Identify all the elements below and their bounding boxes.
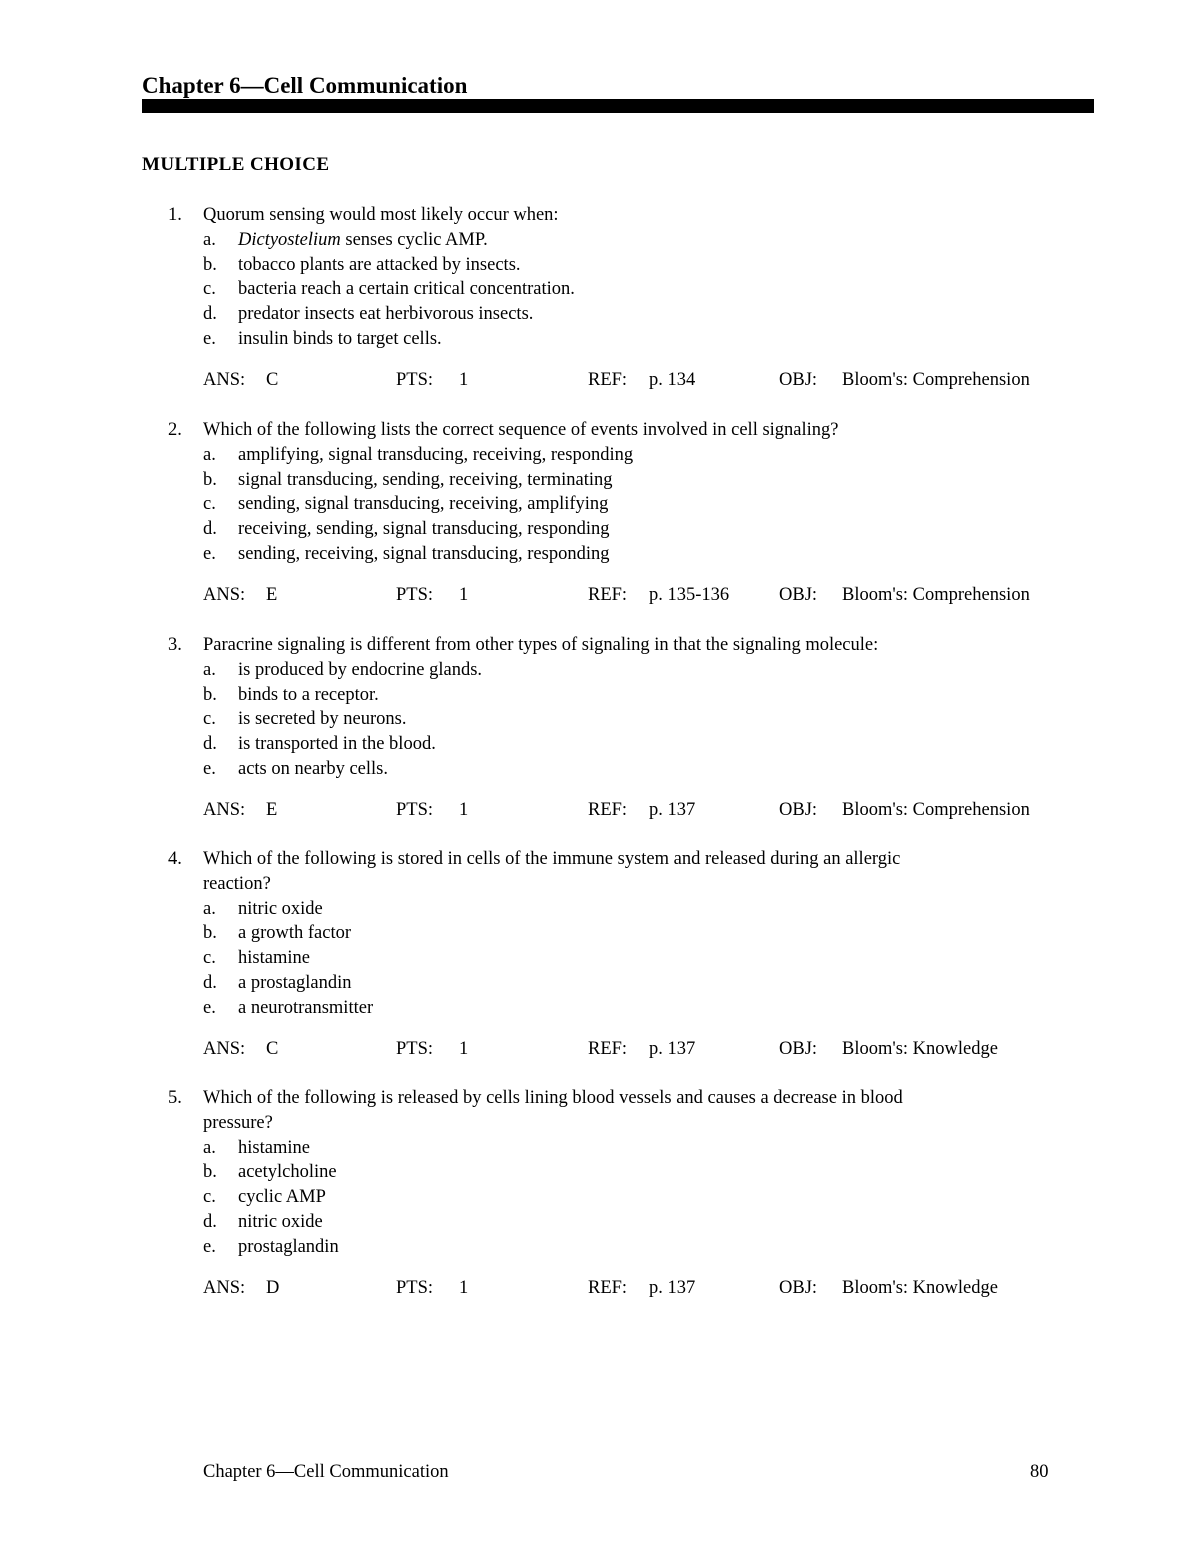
choice-letter: e. <box>203 543 216 564</box>
footer-title: Chapter 6—Cell Communication <box>203 1462 449 1482</box>
answer-choice <box>203 327 1063 352</box>
choice-letter: e. <box>203 328 216 349</box>
obj-value: Bloom's: Knowledge <box>842 1038 998 1059</box>
choice-text-content: prostaglandin <box>238 1236 339 1257</box>
choice-text-content: sending, signal transducing, receiving, amplifying <box>238 494 609 515</box>
choice-letter: b. <box>203 254 217 275</box>
choice-text-content: acts on nearby cells. <box>238 758 388 779</box>
answer-meta <box>203 1037 1063 1062</box>
pts-value: 1 <box>459 1277 469 1298</box>
answer-choice <box>203 228 1063 253</box>
choice-text-content: a growth factor <box>238 923 352 944</box>
choice-text <box>238 757 388 782</box>
question-number: 2. <box>168 420 182 440</box>
ans-value: E <box>266 584 278 605</box>
choice-text-content: a neurotransmitter <box>238 997 374 1018</box>
choice-text <box>238 468 613 493</box>
choice-text-content: nitric oxide <box>238 898 323 919</box>
ref-value: p. 137 <box>649 1277 696 1298</box>
answer-choice <box>203 302 1063 327</box>
choice-letter: b. <box>203 684 217 705</box>
answer-choice <box>203 683 1063 708</box>
pts-value: 1 <box>459 369 469 390</box>
ans-label: ANS: <box>203 799 246 820</box>
question-body <box>203 1086 1063 1300</box>
answer-choice <box>203 1210 1063 1235</box>
question-number: 3. <box>168 635 182 655</box>
choice-text <box>238 443 633 468</box>
choice-text-content: predator insects eat herbivorous insects. <box>238 304 534 325</box>
choice-letter: d. <box>203 1211 217 1232</box>
choice-letter: b. <box>203 1162 217 1183</box>
choice-letter: c. <box>203 494 216 515</box>
question-stem-line: Which of the following lists the correct sequence of events involved in cell signaling? <box>203 420 839 440</box>
answer-choice <box>203 921 1063 946</box>
choice-text <box>238 1160 337 1185</box>
question-stem-line: Quorum sensing would most likely occur when: <box>203 205 559 225</box>
answer-choice <box>203 1185 1063 1210</box>
choice-text <box>238 517 609 542</box>
answer-choice <box>203 443 1063 468</box>
ref-label: REF: <box>588 584 628 605</box>
obj-value: Bloom's: Comprehension <box>842 584 1030 605</box>
answer-choice <box>203 542 1063 567</box>
answer-choice <box>203 658 1063 683</box>
choice-letter: a. <box>203 1137 216 1158</box>
choice-text <box>238 1210 323 1235</box>
ans-label: ANS: <box>203 584 246 605</box>
choice-text <box>238 542 609 567</box>
choice-text-content: is produced by endocrine glands. <box>238 659 483 680</box>
choice-text-content: senses cyclic AMP. <box>340 229 488 250</box>
ans-label: ANS: <box>203 1038 246 1059</box>
choice-text <box>238 277 575 302</box>
pts-value: 1 <box>459 1038 469 1059</box>
question-stem-line: pressure? <box>203 1112 273 1133</box>
answer-choice <box>203 707 1063 732</box>
ref-label: REF: <box>588 369 628 390</box>
choice-text <box>238 732 436 757</box>
pts-label: PTS: <box>396 1277 434 1298</box>
choice-letter: b. <box>203 923 217 944</box>
choice-text <box>238 707 407 732</box>
answer-choice <box>203 996 1063 1021</box>
answer-choice <box>203 732 1063 757</box>
choice-text <box>238 327 442 352</box>
ans-value: E <box>266 799 278 820</box>
answer-choice <box>203 468 1063 493</box>
ans-value: C <box>266 369 279 390</box>
question-number: 5. <box>168 1088 182 1108</box>
choice-text-content: is secreted by neurons. <box>238 709 407 730</box>
choice-text-content: amplifying, signal transducing, receiving, responding <box>238 444 634 465</box>
answer-meta <box>203 1276 1063 1301</box>
choice-text-content: insulin binds to target cells. <box>238 328 442 349</box>
choice-text-content: sending, receiving, signal transducing, responding <box>238 543 610 564</box>
answer-meta <box>203 798 1063 823</box>
ref-label: REF: <box>588 1277 628 1298</box>
choice-letter: a. <box>203 898 216 919</box>
ans-label: ANS: <box>203 1277 246 1298</box>
question-body <box>203 418 1063 608</box>
choice-letter: a. <box>203 229 216 250</box>
answer-meta <box>203 368 1063 393</box>
ref-value: p. 134 <box>649 369 696 390</box>
ref-value: p. 135-136 <box>649 584 730 605</box>
choice-text <box>238 971 352 996</box>
choice-text <box>238 996 373 1021</box>
question-body <box>203 203 1063 393</box>
choice-text-content: signal transducing, sending, receiving, terminating <box>238 469 613 490</box>
choice-text <box>238 897 323 922</box>
answer-choice <box>203 897 1063 922</box>
answer-meta <box>203 583 1063 608</box>
choice-letter: c. <box>203 279 216 300</box>
chapter-title: Chapter 6—Cell Communication <box>142 73 468 98</box>
obj-label: OBJ: <box>779 369 818 390</box>
ans-label: ANS: <box>203 369 246 390</box>
choice-letter: d. <box>203 519 217 540</box>
choice-text <box>238 1235 339 1260</box>
choice-italic-term: Dictyostelium <box>238 229 341 250</box>
ref-value: p. 137 <box>649 799 696 820</box>
choice-text <box>238 253 521 278</box>
choice-letter: c. <box>203 948 216 969</box>
choice-letter: b. <box>203 469 217 490</box>
footer-page-number: 80 <box>1030 1462 1049 1482</box>
answer-choice <box>203 946 1063 971</box>
pts-label: PTS: <box>396 369 434 390</box>
question-stem <box>203 1086 1063 1136</box>
obj-value: Bloom's: Comprehension <box>842 799 1030 820</box>
choice-text <box>238 1136 310 1161</box>
pts-label: PTS: <box>396 1038 434 1059</box>
choice-letter: d. <box>203 304 217 325</box>
answer-choice <box>203 517 1063 542</box>
obj-label: OBJ: <box>779 1038 818 1059</box>
answer-choice <box>203 757 1063 782</box>
question-number: 1. <box>168 205 182 225</box>
answer-choice <box>203 971 1063 996</box>
choice-letter: c. <box>203 1187 216 1208</box>
obj-label: OBJ: <box>779 799 818 820</box>
choice-text <box>238 658 482 683</box>
answer-choice <box>203 277 1063 302</box>
choice-text-content: a prostaglandin <box>238 972 352 993</box>
question-body <box>203 633 1063 823</box>
ref-label: REF: <box>588 799 628 820</box>
obj-value: Bloom's: Knowledge <box>842 1277 998 1298</box>
choice-text-content: bacteria reach a certain critical concentration. <box>238 279 575 300</box>
question-stem-line: Paracrine signaling is different from other types of signaling in that the signaling molecule: <box>203 635 879 655</box>
choice-text-content: histamine <box>238 1137 310 1158</box>
answer-choice <box>203 1136 1063 1161</box>
answer-choice <box>203 253 1063 278</box>
choice-text <box>238 946 310 971</box>
choice-letter: e. <box>203 1236 216 1257</box>
choice-letter: d. <box>203 734 217 755</box>
obj-label: OBJ: <box>779 1277 818 1298</box>
pts-label: PTS: <box>396 799 434 820</box>
question-stem-line: reaction? <box>203 873 271 894</box>
choice-text-content: tobacco plants are attacked by insects. <box>238 254 521 275</box>
section-heading: MULTIPLE CHOICE <box>142 154 330 175</box>
question-body <box>203 847 1063 1061</box>
ans-value: D <box>266 1277 280 1298</box>
question-stem <box>203 847 1063 897</box>
question-stem <box>203 633 1063 658</box>
ref-value: p. 137 <box>649 1038 696 1059</box>
choice-text <box>238 228 488 253</box>
pts-value: 1 <box>459 799 469 820</box>
question-stem-line: Which of the following is released by cells lining blood vessels and causes a decrease in blood <box>203 1088 903 1108</box>
obj-label: OBJ: <box>779 584 818 605</box>
choice-text-content: cyclic AMP <box>238 1187 326 1208</box>
choice-text <box>238 492 608 517</box>
choice-text-content: nitric oxide <box>238 1211 323 1232</box>
choice-letter: a. <box>203 444 216 465</box>
answer-choice <box>203 1160 1063 1185</box>
ans-value: C <box>266 1038 279 1059</box>
choice-text-content: is transported in the blood. <box>238 734 436 755</box>
question-stem <box>203 418 1063 443</box>
obj-value: Bloom's: Comprehension <box>842 369 1030 390</box>
choice-letter: d. <box>203 972 217 993</box>
ref-label: REF: <box>588 1038 628 1059</box>
answer-choice <box>203 1235 1063 1260</box>
choice-letter: c. <box>203 709 216 730</box>
pts-value: 1 <box>459 584 469 605</box>
choice-text-content: histamine <box>238 948 310 969</box>
answer-choice <box>203 492 1063 517</box>
choice-text <box>238 921 351 946</box>
choice-text <box>238 1185 326 1210</box>
choice-text-content: acetylcholine <box>238 1162 337 1183</box>
choice-letter: a. <box>203 659 216 680</box>
choice-text-content: receiving, sending, signal transducing, responding <box>238 519 610 540</box>
question-number: 4. <box>168 849 182 869</box>
pts-label: PTS: <box>396 584 434 605</box>
choice-letter: e. <box>203 997 216 1018</box>
question-stem-line: Which of the following is stored in cells of the immune system and released during an allergic <box>203 849 901 869</box>
choice-text <box>238 683 379 708</box>
choice-text-content: binds to a receptor. <box>238 684 379 705</box>
choice-letter: e. <box>203 758 216 779</box>
question-stem <box>203 203 1063 228</box>
choice-text <box>238 302 533 327</box>
